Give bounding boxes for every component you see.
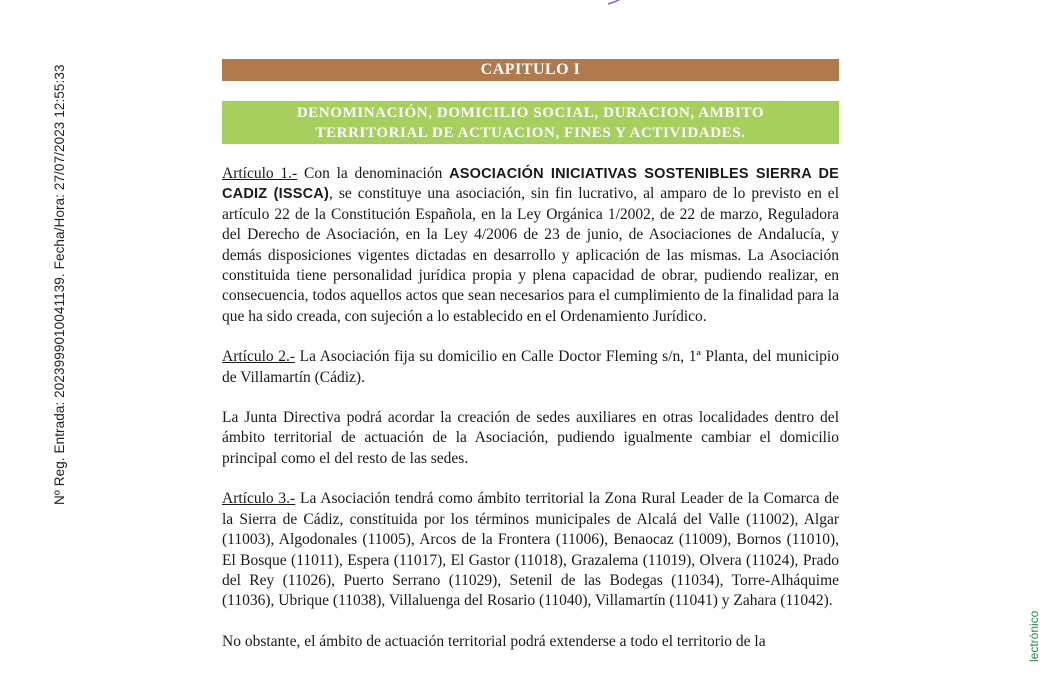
article-text: La Asociación tendrá como ámbito territorial la Zona Rural Leader de la Comarca de la Sierra de Cádiz, constituida por los términos municipales de Alcalá del Valle (11002), Algar (11003), Algodonales (11005), Arcos de la Frontera (11006), Benaocaz (11009), Bornos (11010), El Bosque (11011), Espera (11017), El Gastor (11018), Grazalema (11019), Olvera (11024), Prado del Rey (11026), Puerto Serrano (11029), Setenil de las Bodegas (11034), Torre-Alháquime (11036), Ubrique (11038), Villaluenga del Rosario (11040), Villamartín (11041) y Zahara (11042). xyxy=(222,490,839,610)
chapter-title: CAPITULO I xyxy=(222,59,839,81)
pen-mark-icon xyxy=(606,0,628,6)
article-3 xyxy=(222,489,839,611)
article-text: La Asociación fija su domicilio en Calle Doctor Fleming s/n, 1ª Planta, del municipio de Villamartín (Cádiz). xyxy=(222,348,839,386)
article-label: Artículo 2.- xyxy=(222,348,296,366)
article-text: , se constituye una asociación, sin fin lucrativo, al amparo de lo previsto en el artículo 22 de la Constitución Española, en la Ley Orgánica 1/2002, de 22 de marzo, Reguladora del Derecho de Asociación, en la Ley 4/2006 de 23 de junio, de Asociaciones de Andalucía, y demás disposiciones vigentes dictadas en desarrollo y aplicación de las mismas. La Asociación constituida tiene personalidad jurídica propia y plena capacidad de obrar, pudiendo realizar, en consecuencia, todos aquellos actos que sean necesarios para el cumplimiento de la finalidad para la que ha sido creada, con sujeción a lo establecido en el Ordenamiento Jurídico. xyxy=(222,185,839,325)
section-title-line1: DENOMINACIÓN, DOMICILIO SOCIAL, DURACION, AMBITO xyxy=(296,105,765,121)
article-text: Con la denominación xyxy=(297,165,450,182)
registry-stamp: Nº Reg. Entrada: 202399901004113​9. Fecha/Hora: 27/07/2023 12:55:33 xyxy=(52,64,67,505)
section-title-line2: TERRITORIAL DE ACTUACION, FINES Y ACTIVIDADES. xyxy=(315,125,746,141)
association-name: ASOCIACIÓN INICIATIVAS SOSTENIBLES SIERRA DE CADIZ (ISSCA) xyxy=(222,166,839,203)
paragraph: La Junta Directiva podrá acordar la creación de sedes auxiliares en otras localidades dentro del ámbito territorial de actuación de la Asociación, pudiendo igualmente cambiar el domicilio principal como el del resto de las sedes. xyxy=(222,409,839,467)
section-title xyxy=(222,101,839,144)
paragraph: No obstante, el ámbito de actuación territorial podrá extenderse a todo el territorio de la xyxy=(222,632,766,650)
article-label: Artículo 3.- xyxy=(222,490,296,508)
article-2 xyxy=(222,347,839,388)
article-1 xyxy=(222,164,839,327)
document-body xyxy=(222,164,839,672)
article-label: Artículo 1.- xyxy=(222,165,298,182)
electronic-stamp: lectrónico xyxy=(1027,610,1041,662)
